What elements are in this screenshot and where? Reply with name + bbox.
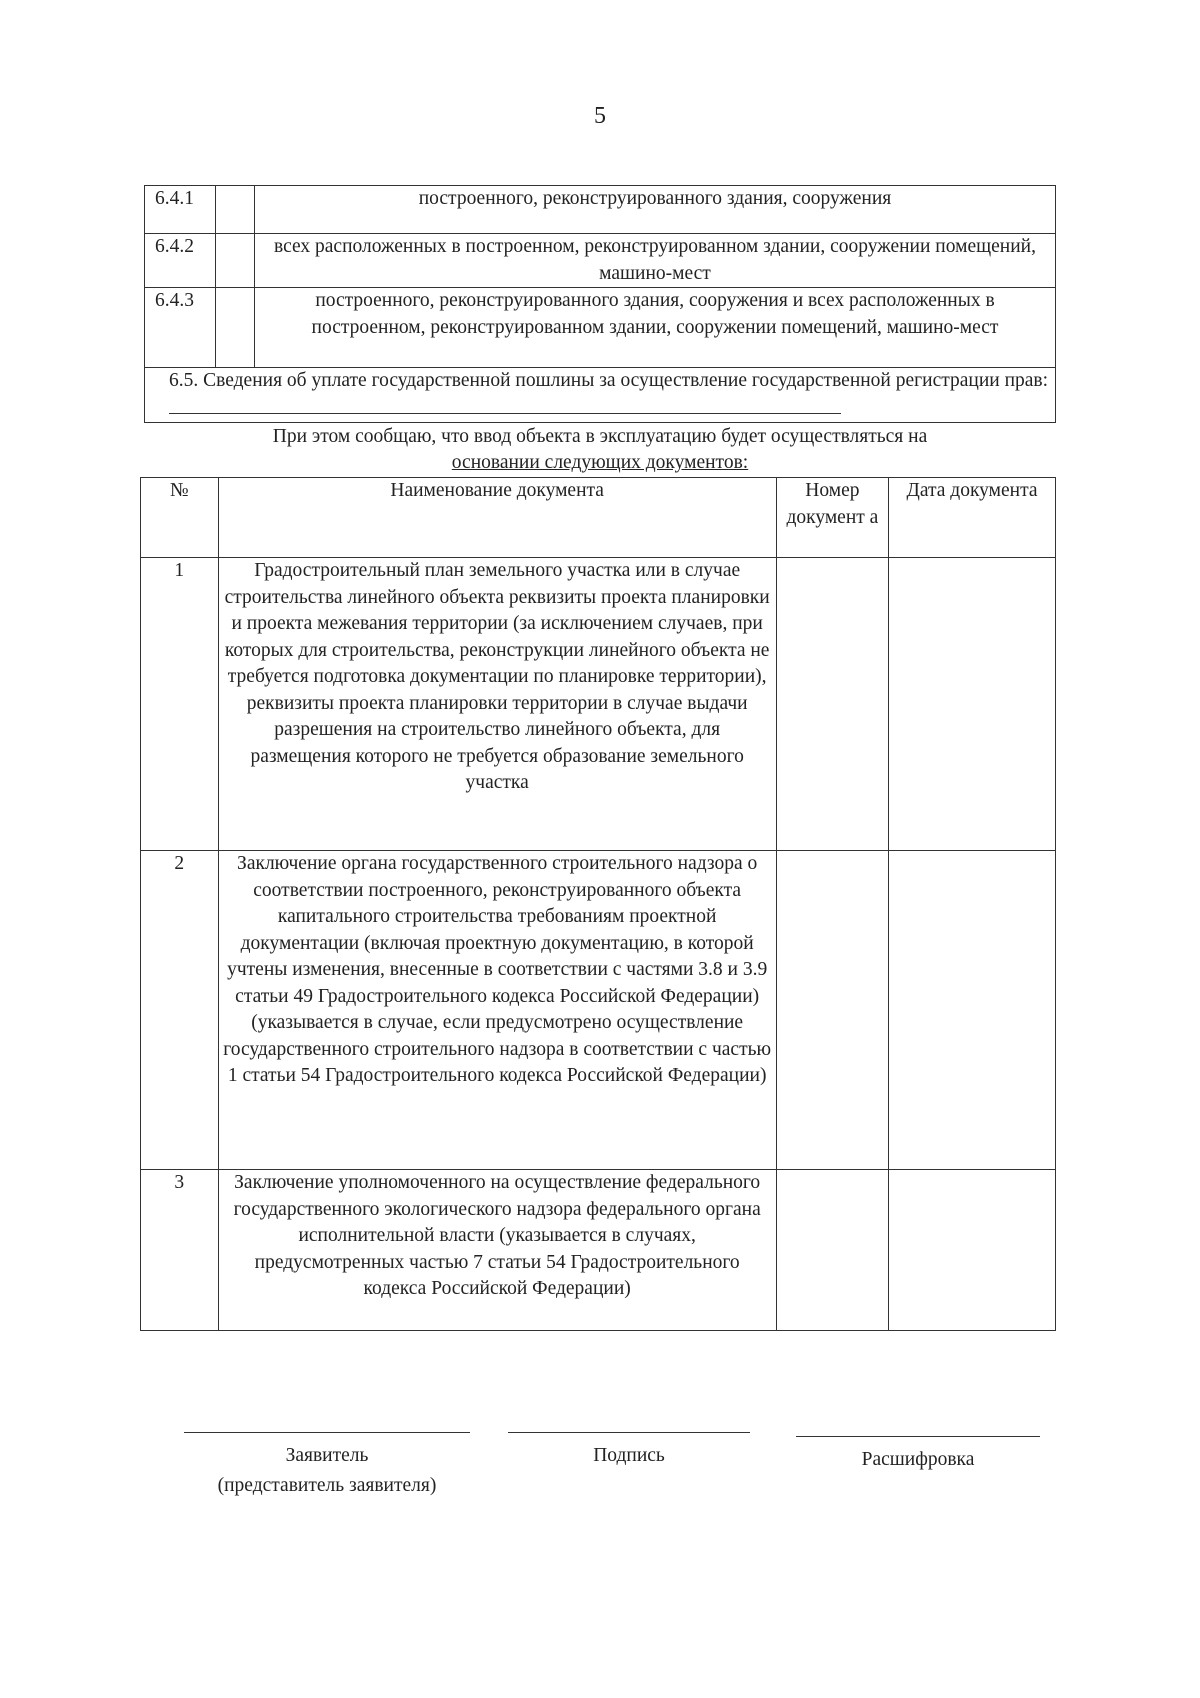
signature-applicant [184,1432,470,1501]
option-row [145,186,1056,234]
doc-number-field[interactable] [776,851,888,1170]
option-checkbox[interactable] [216,186,255,234]
doc-number: 2 [141,851,219,1170]
doc-name: Заключение органа государственного строительного надзора о соответствии построенного, реконструированного объекта капитального строительства требованиям проектной документации (включая проектную документацию, в которой учтены изменения, внесенные в соответствии с частями 3.8 и 3.9 статьи 49 Градостроительного кодекса Российской Федерации) (указывается в случае, если предусмотрено осуществление государственного строительного надзора в соответствии с частью 1 статьи 54 Градостроительного кодекса Российской Федерации) [218,851,776,1170]
options-table [144,185,1056,423]
doc-date-field[interactable] [889,558,1056,851]
header-number: № [141,478,219,558]
option-checkbox[interactable] [216,234,255,288]
doc-name: Градостроительный план земельного участка или в случае строительства линейного объекта реквизиты проекта планировки и проекта межевания территории (за исключением случаев, при которых для строительства, реконструкции линейного объекта не требуется подготовка документации по планировке территории), реквизиты проекта планировки территории в случае выдачи разрешения на строительство линейного объекта, для размещения которого не требуется образование земельного участка [218,558,776,851]
document-row [141,558,1056,851]
signature-decode [796,1436,1040,1475]
doc-number-field[interactable] [776,1170,888,1331]
signature-sign [508,1432,750,1471]
fee-cell [145,368,1056,423]
documents-table [140,477,1056,1331]
header-name: Наименование документа [218,478,776,558]
sign-line[interactable] [508,1432,750,1433]
option-number: 6.4.1 [145,186,216,234]
intro-line-1: При этом сообщаю, что ввод объекта в эксплуатацию будет осуществляться на [272,426,928,447]
document-row [141,1170,1056,1331]
doc-date-field[interactable] [889,1170,1056,1331]
decode-label: Расшифровка [861,1449,975,1470]
page-number: 5 [594,103,606,129]
option-text: построенного, реконструированного здания, сооружения [255,186,1056,234]
header-doc-number: Номер документ а [776,478,888,558]
doc-name: Заключение уполномоченного на осуществление федерального государственного экологического надзора федерального органа исполнительной власти (указывается в случаях, предусмотренных частью 7 статьи 54 Градостроительного кодекса Российской Федерации) [218,1170,776,1331]
applicant-note: (представитель заявителя) [217,1475,437,1496]
applicant-line[interactable] [184,1432,470,1433]
sign-label: Подпись [593,1445,665,1466]
option-number: 6.4.3 [145,288,216,368]
option-checkbox[interactable] [216,288,255,368]
document-row [141,851,1056,1170]
fee-text: 6.5. Сведения об уплате государственной пошлины за осуществление государственной регистрации прав: [169,370,1049,391]
intro-text [140,424,1060,476]
doc-number: 1 [141,558,219,851]
option-text: всех расположенных в построенном, реконструированном здании, сооружении помещений, машино-мест [255,234,1056,288]
doc-number: 3 [141,1170,219,1331]
option-number: 6.4.2 [145,234,216,288]
doc-date-field[interactable] [889,851,1056,1170]
doc-number-field[interactable] [776,558,888,851]
option-row [145,234,1056,288]
header-doc-date: Дата документа [889,478,1056,558]
fee-input-line[interactable] [169,395,841,414]
documents-header-row [141,478,1056,558]
option-row [145,288,1056,368]
decode-line[interactable] [796,1436,1040,1437]
option-text: построенного, реконструированного здания, сооружения и всех расположенных в построенном, реконструированном здании, сооружении помещений, машино-мест [255,288,1056,368]
applicant-label: Заявитель [285,1445,369,1466]
fee-row [145,368,1056,423]
intro-line-2: основании следующих документов: [451,452,749,473]
